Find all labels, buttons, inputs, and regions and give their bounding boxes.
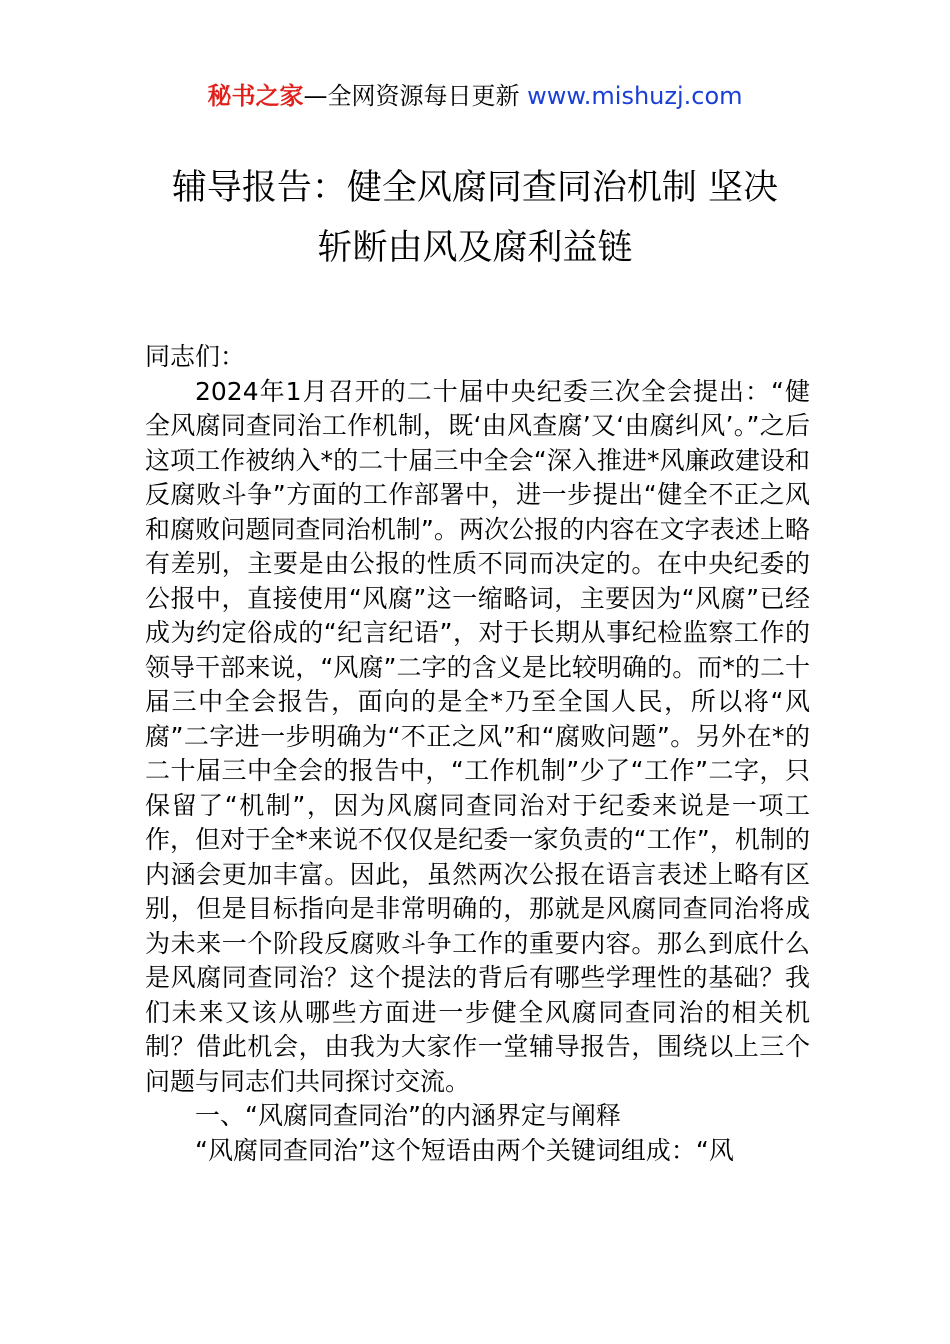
document-body: [145, 340, 810, 1168]
section-heading-1: 一、“风腐同查同治”的内涵界定与阐释: [195, 1101, 621, 1130]
paragraph-section-1: “风腐同查同治”这个短语由两个关键词组成：“风: [195, 1135, 734, 1165]
banner-tagline: —全网资源每日更新: [303, 82, 520, 110]
paragraph-intro: 2024年1月召开的二十届中央纪委三次全会提出：“健全风腐同查同治工作机制，既‘由风查腐’又‘由腐纠风’。”之后这项工作被纳入*的二十届三中全会“深入推进*风廉政建设和反腐败斗争”方面的工作部署中，进一步提出“健全不正之风和腐败问题同查同治机制”。两次公报的内容在文字表述上略有差别，主要是由公报的性质不同而决定的。在中央纪委的公报中，直接使用“风腐”这一缩略词，主要因为“风腐”已经成为约定俗成的“纪言纪语”，对于长期从事纪检监察工作的领导干部来说，“风腐”二字的含义是比较明确的。而*的二十届三中全会报告，面向的是全*乃至全国人民，所以将“风腐”二字进一步明确为“不正之风”和“腐败问题”。另外在*的二十届三中全会的报告中，“工作机制”少了“工作”二字，只保留了“机制”，因为风腐同查同治对于纪委来说是一项工作，但对于全*来说不仅仅是纪委一家负责的“工作”，机制的内涵会更加丰富。因此，虽然两次公报在语言表述上略有区别，但是目标指向是非常明确的，那就是风腐同查同治将成为未来一个阶段反腐败斗争工作的重要内容。那么到底什么是风腐同查同治？这个提法的背后有哪些学理性的基础？我们未来又该从哪些方面进一步健全风腐同查同治的相关机制？借此机会，由我为大家作一堂辅导报告，围绕以上三个问题与同志们共同探讨交流。: [145, 376, 810, 1096]
salutation: 同志们：: [145, 342, 246, 371]
site-banner: [0, 80, 950, 112]
site-url-link[interactable]: www.mishuzj.com: [527, 82, 743, 110]
title-line-1: 辅导报告：健全风腐同查同治机制 坚决: [171, 168, 779, 208]
brand-name: 秘书之家: [207, 82, 304, 110]
document-title: [0, 158, 950, 278]
title-line-2: 斩断由风及腐利益链: [317, 228, 633, 268]
